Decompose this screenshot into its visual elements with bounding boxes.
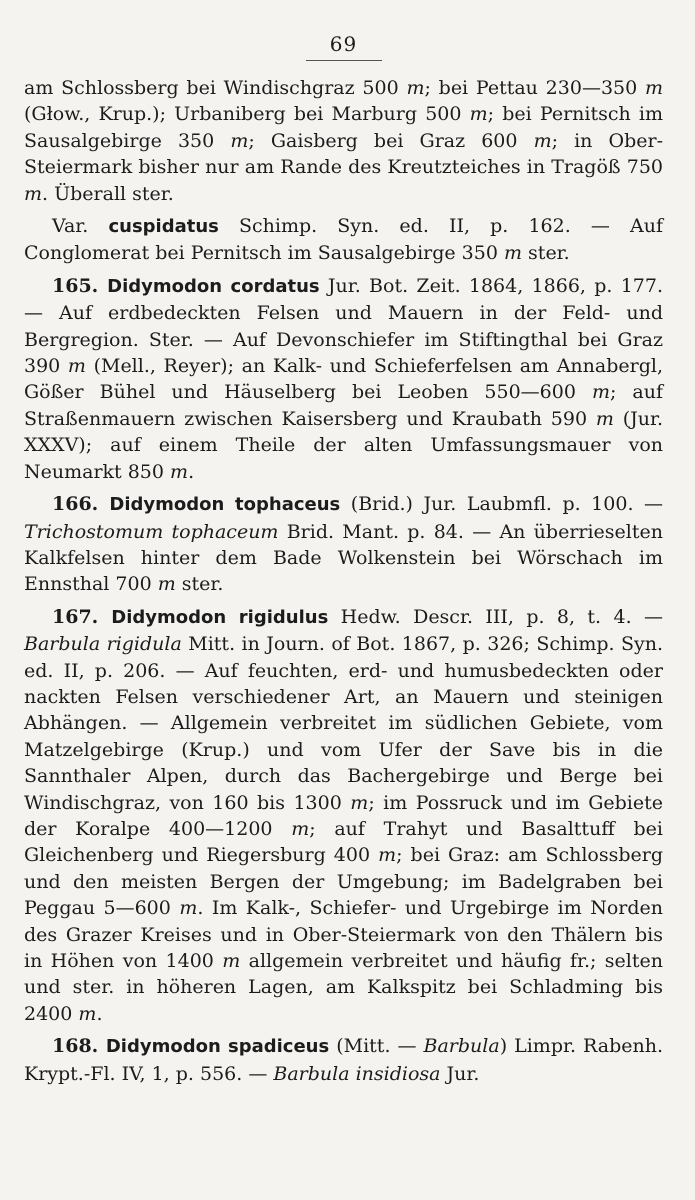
- italic-text: m: [222, 950, 241, 972]
- italic-text: m: [469, 103, 488, 126]
- text-run: . Im Kalk-, Schiefer- und Urgebirge im Norden des Grazer Kreises und in Ober-Steiermark von den Thälern bis in Höhen von 1400: [24, 897, 663, 972]
- italic-text: m: [378, 844, 397, 867]
- italic-text: m: [595, 407, 614, 430]
- page-number: [24, 32, 663, 61]
- text-run: ; Gaisberg bei Graz 600: [248, 129, 534, 152]
- text-paragraph: [24, 273, 663, 485]
- text-run: ; bei Graz: am Schlossberg und den meisten Bergen der Umgebung; im Badelgraben bei Peggau 5—600: [24, 844, 664, 920]
- entry-number: 165.: [52, 274, 108, 297]
- text-run: Brid. Mant. p. 84. — An überrieselten Kalkfelsen hinter dem Bade Wolkenstein bei Wörschach im Ennsthal 700: [24, 520, 663, 596]
- italic-text: m: [644, 77, 664, 99]
- italic-text: m: [591, 381, 610, 404]
- italic-text: m: [78, 1002, 97, 1025]
- italic-text: m: [291, 817, 310, 840]
- text-run: Mitt. in Journ. of Bot. 1867, p. 326; Schimp. Syn. ed. II, p. 206. — Auf feuchten, erd- und humusbedeckten oder nackten Felsen verschiedener Art, an Mauern und steinigen Abhängen. — Allgemein verbreitet im südlichen Gebiete, vom Matzelgebirge (Krup.) und vom Ufer der Save bis in die Sannthaler Alpen, durch das Bachergebirge und Berge bei Windischgraz, von 160 bis 1300: [24, 633, 664, 814]
- text-paragraph: [24, 75, 663, 207]
- text-run: ; bei Pettau 230—350: [424, 77, 645, 99]
- entry-number: 168.: [52, 1035, 106, 1058]
- italic-text: m: [503, 242, 523, 265]
- text-run: ; im Possruck und im Gebiete der Koralpe 400—1200: [24, 791, 664, 840]
- text-run: (Mitt. —: [329, 1035, 424, 1058]
- taxon-name: Didymodon spadiceus: [105, 1036, 330, 1058]
- italic-text: m: [24, 182, 43, 205]
- text-run: ; bei Pernitsch im Sausalgebirge 350: [24, 103, 663, 152]
- italic-text: m: [406, 77, 425, 99]
- text-run: ; in Ober-Steiermark bisher nur am Rande des Kreutzteiches in Tragöß 750: [24, 129, 664, 179]
- text-run: (Głow., Krup.); Urbaniberg bei Marburg 500: [24, 103, 470, 126]
- text-run: (Brid.) Jur. Laubmfl. p. 100. —: [340, 493, 664, 516]
- entry-number: 167.: [52, 605, 112, 628]
- taxon-name: cuspidatus: [108, 216, 219, 238]
- text-paragraph: [24, 604, 663, 1028]
- text-run: Jur. Bot. Zeit. 1864, 1866, p. 177. — Auf erdbedeckten Felsen und Mauern in der Feld- und Bergregion. Ster. — Auf Devonschiefer im Stiftingthal bei Graz 390: [24, 274, 663, 378]
- italic-text: Barbula insidiosa: [273, 1062, 441, 1085]
- text-paragraph: [24, 213, 663, 267]
- text-run: allgemein verbreitet und häufig fr.; selten und ster. in höheren Lagen, am Kalkspitz bei Schladming bis 2400: [24, 950, 663, 1025]
- text-run: Var.: [52, 215, 109, 238]
- text-run: . Überall ster.: [42, 182, 174, 205]
- italic-text: m: [170, 460, 189, 483]
- text-run: (Jur. XXXV); auf einem Theile der alten Umfassungsmauer von Neumarkt 850: [24, 407, 663, 483]
- italic-text: m: [179, 897, 198, 920]
- text-run: ) Limpr. Rabenh. Krypt.-Fl. IV, 1, p. 556. —: [24, 1035, 664, 1085]
- text-run: Hedw. Descr. III, p. 8, t. 4. —: [328, 605, 664, 628]
- taxon-name: Didymodon tophaceus: [109, 494, 341, 516]
- text-run: ster.: [175, 573, 224, 596]
- italic-text: m: [67, 355, 86, 378]
- italic-text: m: [157, 573, 176, 596]
- italic-text: m: [350, 791, 369, 814]
- entry-number: 166.: [52, 493, 110, 516]
- text-run: Schimp. Syn. ed. II, p. 162. — Auf Conglomerat bei Pernitsch im Sausalgebirge 350: [24, 215, 663, 265]
- text-run: ster.: [522, 242, 570, 265]
- text-run: .: [96, 1002, 103, 1025]
- italic-text: Trichostomum tophaceum: [24, 520, 279, 543]
- text-paragraph: [24, 491, 663, 598]
- text-run: ; auf Straßenmauern zwischen Kaisersberg und Kraubath 590: [24, 381, 663, 430]
- text-run: ; auf Trahyt und Basalttuff bei Gleichenberg und Riegersburg 400: [24, 817, 663, 867]
- text-run: am Schlossberg bei Windischgraz 500: [24, 77, 407, 99]
- italic-text: m: [230, 129, 249, 152]
- page-number-rule: [306, 60, 382, 61]
- italic-text: Barbula: [423, 1035, 500, 1058]
- page-number-text: 69: [329, 32, 358, 56]
- text-paragraph: [24, 1033, 663, 1087]
- italic-text: m: [533, 129, 552, 152]
- text-run: Jur.: [440, 1062, 480, 1085]
- taxon-name: Didymodon cordatus: [107, 275, 320, 297]
- body-text: [24, 75, 663, 1087]
- text-run: .: [188, 460, 195, 483]
- taxon-name: Didymodon rigidulus: [111, 606, 329, 628]
- italic-text: Barbula rigidula: [24, 633, 182, 656]
- text-run: (Mell., Reyer); an Kalk- und Schieferfelsen am Annabergl, Gößer Bühel und Häuselberg bei Leoben 550—600: [24, 355, 663, 404]
